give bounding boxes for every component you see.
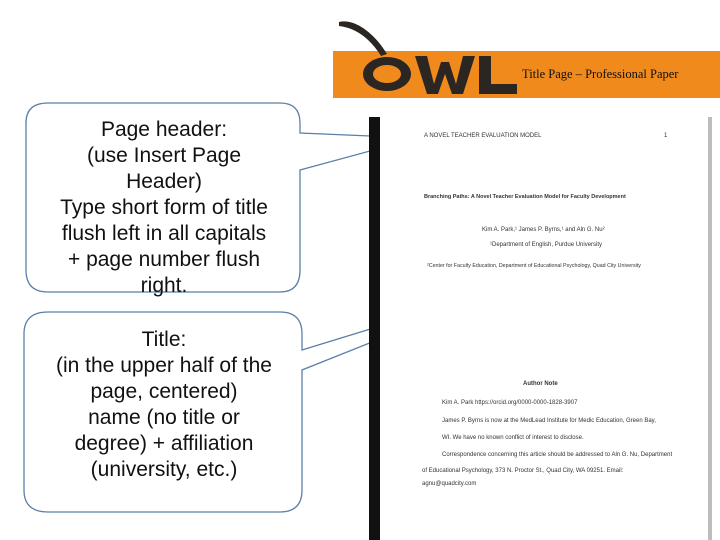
title-callout-line: Title:	[141, 328, 187, 351]
title-callout-text	[26, 327, 302, 483]
header-callout-line: + page number flush	[67, 248, 261, 271]
sample-title-page	[380, 117, 708, 540]
author-note-heading: Author Note	[523, 381, 558, 387]
header-callout-line: right.	[140, 274, 188, 297]
title-callout-line: (in the upper half of the	[56, 354, 272, 377]
page-edge	[708, 117, 712, 540]
title-callout-line: degree) + affiliation	[74, 432, 254, 455]
header-callout-line: Header)	[126, 170, 202, 193]
paper-title: Branching Paths: A Novel Teacher Evaluation Model for Faculty Development	[424, 194, 626, 200]
title-callout-line: page, centered)	[90, 380, 238, 403]
author-note-line: of Educational Psychology, 373 N. Proctor St., Quad City, WA 09251. Email:	[422, 468, 624, 474]
author-note-line: agnu@quadcity.com	[422, 481, 477, 487]
author-note-line: WI. We have no known conflict of interest to disclose.	[442, 435, 584, 441]
title-callout-line: name (no title or	[88, 406, 240, 429]
paper-authors: Kim A. Park,¹ James P. Byrns,¹ and Aln G. Nu²	[482, 227, 605, 233]
header-callout-line: flush left in all capitals	[61, 222, 267, 245]
author-note-line: James P. Byrns is now at the MedLead Institute for Medic Education, Green Bay,	[442, 418, 656, 424]
header-callout-line: (use Insert Page	[86, 144, 242, 167]
header-callout-line: Type short form of title	[60, 196, 268, 219]
author-note-line: Kim A. Park https://orcid.org/0000-0000-1828-3907	[442, 400, 578, 406]
running-head: A NOVEL TEACHER EVALUATION MODEL	[424, 133, 542, 139]
title-callout-line: (university, etc.)	[90, 458, 238, 481]
author-note-line: Correspondence concerning this article should be addressed to Aln G. Nu, Department	[442, 452, 673, 458]
affiliation-2: ²Center for Faculty Education, Department of Educational Psychology, Quad City University	[427, 263, 641, 269]
page-shadow	[369, 117, 380, 540]
banner-title: Title Page – Professional Paper	[522, 67, 679, 81]
page-number: 1	[664, 133, 668, 139]
header-callout-line: Page header:	[100, 118, 228, 141]
header-callout-text	[28, 117, 300, 299]
affiliation-1: ¹Department of English, Purdue University	[490, 242, 603, 248]
